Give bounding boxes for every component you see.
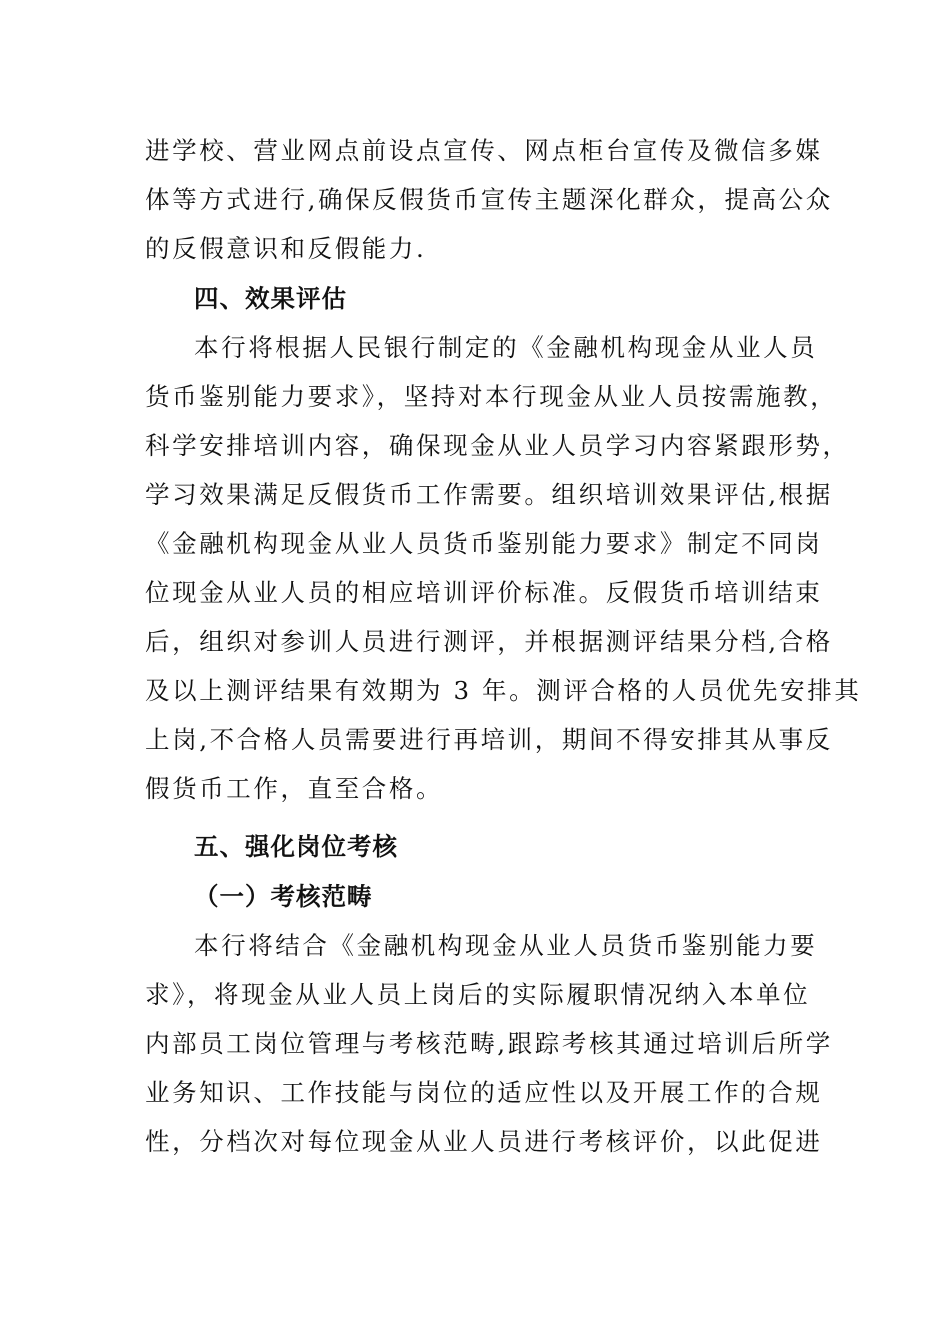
text-line: 后，组织对参训人员进行测评，并根据测评结果分档,合格 [145,627,833,656]
text-line: 本行将结合《金融机构现金从业人员货币鉴别能力要 [194,931,818,960]
text-line: 假货币工作，直至合格。 [145,774,444,803]
section-heading-post-assessment: 五、强化岗位考核 [194,832,398,861]
subsection-heading-assessment-scope: （一）考核范畴 [194,882,373,911]
text-line: 体等方式进行,确保反假货币宣传主题深化群众，提高公众 [145,185,833,214]
text-line: 内部员工岗位管理与考核范畴,跟踪考核其通过培训后所学 [145,1029,833,1058]
section-heading-effect-evaluation: 四、效果评估 [194,284,347,313]
paragraph-effect-evaluation [145,323,862,813]
text-line: 的反假意识和反假能力. [145,234,427,263]
paragraph-intro [145,126,833,273]
text-line: 性，分档次对每位现金从业人员进行考核评价，以此促进 [145,1127,823,1156]
text-line: 求》，将现金从业人员上岗后的实际履职情况纳入本单位 [145,980,811,1009]
text-line: 上岗,不合格人员需要进行再培训，期间不得安排其从事反 [145,725,833,754]
text-line: 本行将根据人民银行制定的《金融机构现金从业人员 [194,333,818,362]
text-line: 《金融机构现金从业人员货币鉴别能力要求》制定不同岗 [145,529,823,558]
text-line: 学习效果满足反假货币工作需要。组织培训效果评估,根据 [145,480,833,509]
text-line: 进学校、营业网点前设点宣传、网点柜台宣传及微信多媒 [145,136,823,165]
text-line: 位现金从业人员的相应培训评价标准。反假货币培训结束 [145,578,823,607]
text-line: 货币鉴别能力要求》，坚持对本行现金从业人员按需施教， [145,382,838,411]
text-line: 业务知识、工作技能与岗位的适应性以及开展工作的合规 [145,1078,823,1107]
text-line: 科学安排培训内容，确保现金从业人员学习内容紧跟形势， [145,431,850,460]
text-line: 及以上测评结果有效期为 3 年。测评合格的人员优先安排其 [145,676,862,705]
paragraph-assessment-scope [145,921,833,1166]
